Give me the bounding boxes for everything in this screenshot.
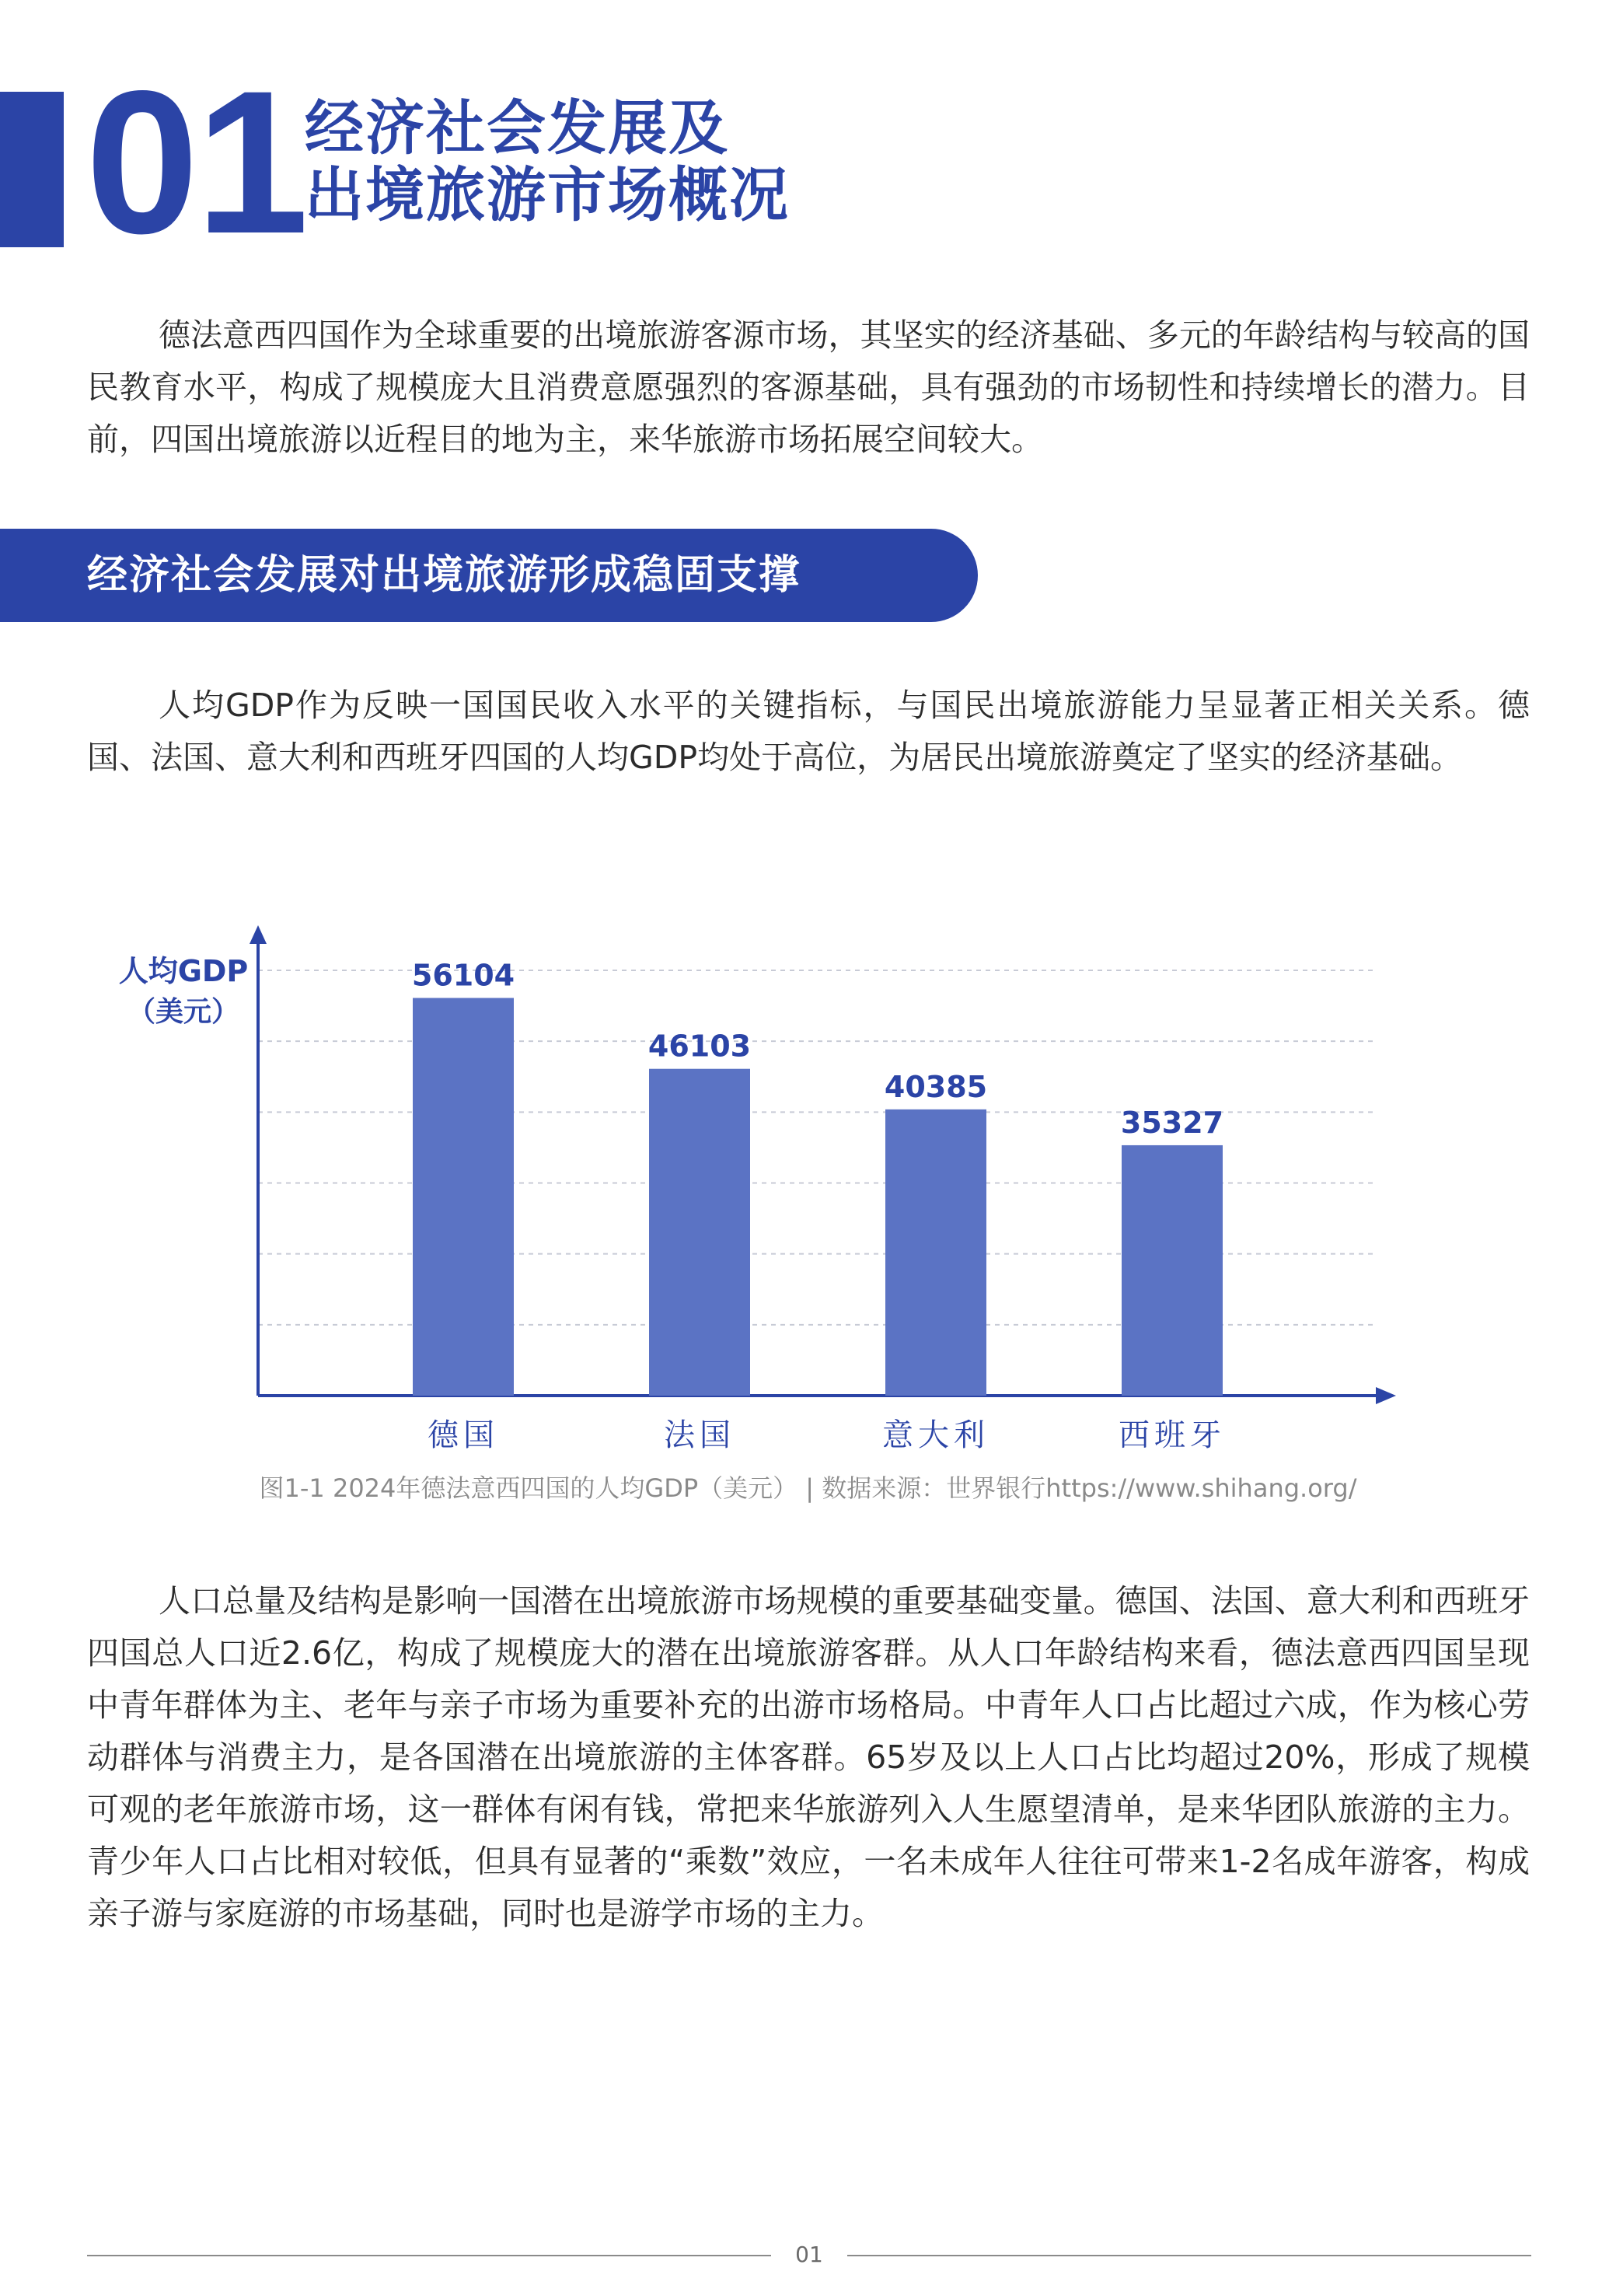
population-paragraph: 人口总量及结构是影响一国潜在出境旅游市场规模的重要基础变量。德国、法国、意大利和西班牙四国总人口近2.6亿，构成了规模庞大的潜在出境旅游客群。从人口年龄结构来看，德法意西四国呈现中青年群体为主、老年与亲子市场为重要补充的出游市场格局。中青年人口占比超过六成，作为核心劳动群体与消费主力，是各国潜在出境旅游的主体客群。65岁及以上人口占比均超过20%，形成了规模可观的老年旅游市场，这一群体有闲有钱，常把来华旅游列入人生愿望清单，是来华团队旅游的主力。青少年人口占比相对较低，但具有显著的“乘数”效应，一名未成年人往往可带来1-2名成年游客，构成亲子游与家庭游的市场基础，同时也是游学市场的主力。: [87, 1582, 1530, 1932]
page-number: 01: [795, 2242, 823, 2267]
bar: [649, 1069, 750, 1396]
bar: [885, 1110, 986, 1396]
y-axis-label-line2: （美元）: [127, 996, 240, 1028]
x-axis-arrow: [1376, 1387, 1396, 1404]
y-axis-arrow: [250, 925, 267, 944]
gdp-bar-chart: [0, 917, 1616, 1524]
gdp-paragraph: 人均GDP作为反映一国国民收入水平的关键指标，与国民出境旅游能力呈显著正相关关系。德国、法国、意大利和西班牙四国的人均GDP均处于高位，为居民出境旅游奠定了坚实的经济基础。: [87, 687, 1530, 776]
page-footer: [87, 2239, 1531, 2270]
section-banner: [0, 529, 978, 622]
category-tick-label: 法国: [664, 1417, 735, 1453]
bar: [413, 998, 514, 1396]
bar-value-label: 35327: [1120, 1105, 1224, 1140]
y-axis-label-line1: 人均GDP: [118, 954, 249, 988]
bar-value-label: 40385: [884, 1069, 988, 1104]
bar: [1122, 1145, 1223, 1396]
page-header: [0, 0, 1616, 276]
section-title: 经济社会发展对出境旅游形成稳固支撑: [87, 552, 801, 599]
chapter-number: 01: [86, 48, 306, 276]
bar-value-label: 46103: [647, 1029, 752, 1064]
chart-caption: 图1-1 2024年德法意西四国的人均GDP（美元） | 数据来源：世界银行https://www.shihang.org/: [259, 1473, 1357, 1503]
category-tick-label: 意大利: [882, 1417, 989, 1453]
chapter-title-line1: 经济社会发展及: [305, 93, 729, 163]
chapter-title-line2: 出境旅游市场概况: [305, 160, 790, 229]
bar-value-label: 56104: [411, 958, 515, 993]
chart-svg: [0, 917, 1616, 1462]
category-tick-label: 西班牙: [1119, 1417, 1226, 1453]
header-accent-bar: [0, 92, 64, 247]
intro-paragraph: 德法意西四国作为全球重要的出境旅游客源市场，其坚实的经济基础、多元的年龄结构与较高的国民教育水平，构成了规模庞大且消费意愿强烈的客源基础，具有强劲的市场韧性和持续增长的潜力。目前，四国出境旅游以近程目的地为主，来华旅游市场拓展空间较大。: [87, 316, 1530, 458]
footer-rule-right: [847, 2255, 1531, 2256]
category-tick-label: 德国: [428, 1417, 499, 1453]
chapter-title: [305, 95, 790, 229]
